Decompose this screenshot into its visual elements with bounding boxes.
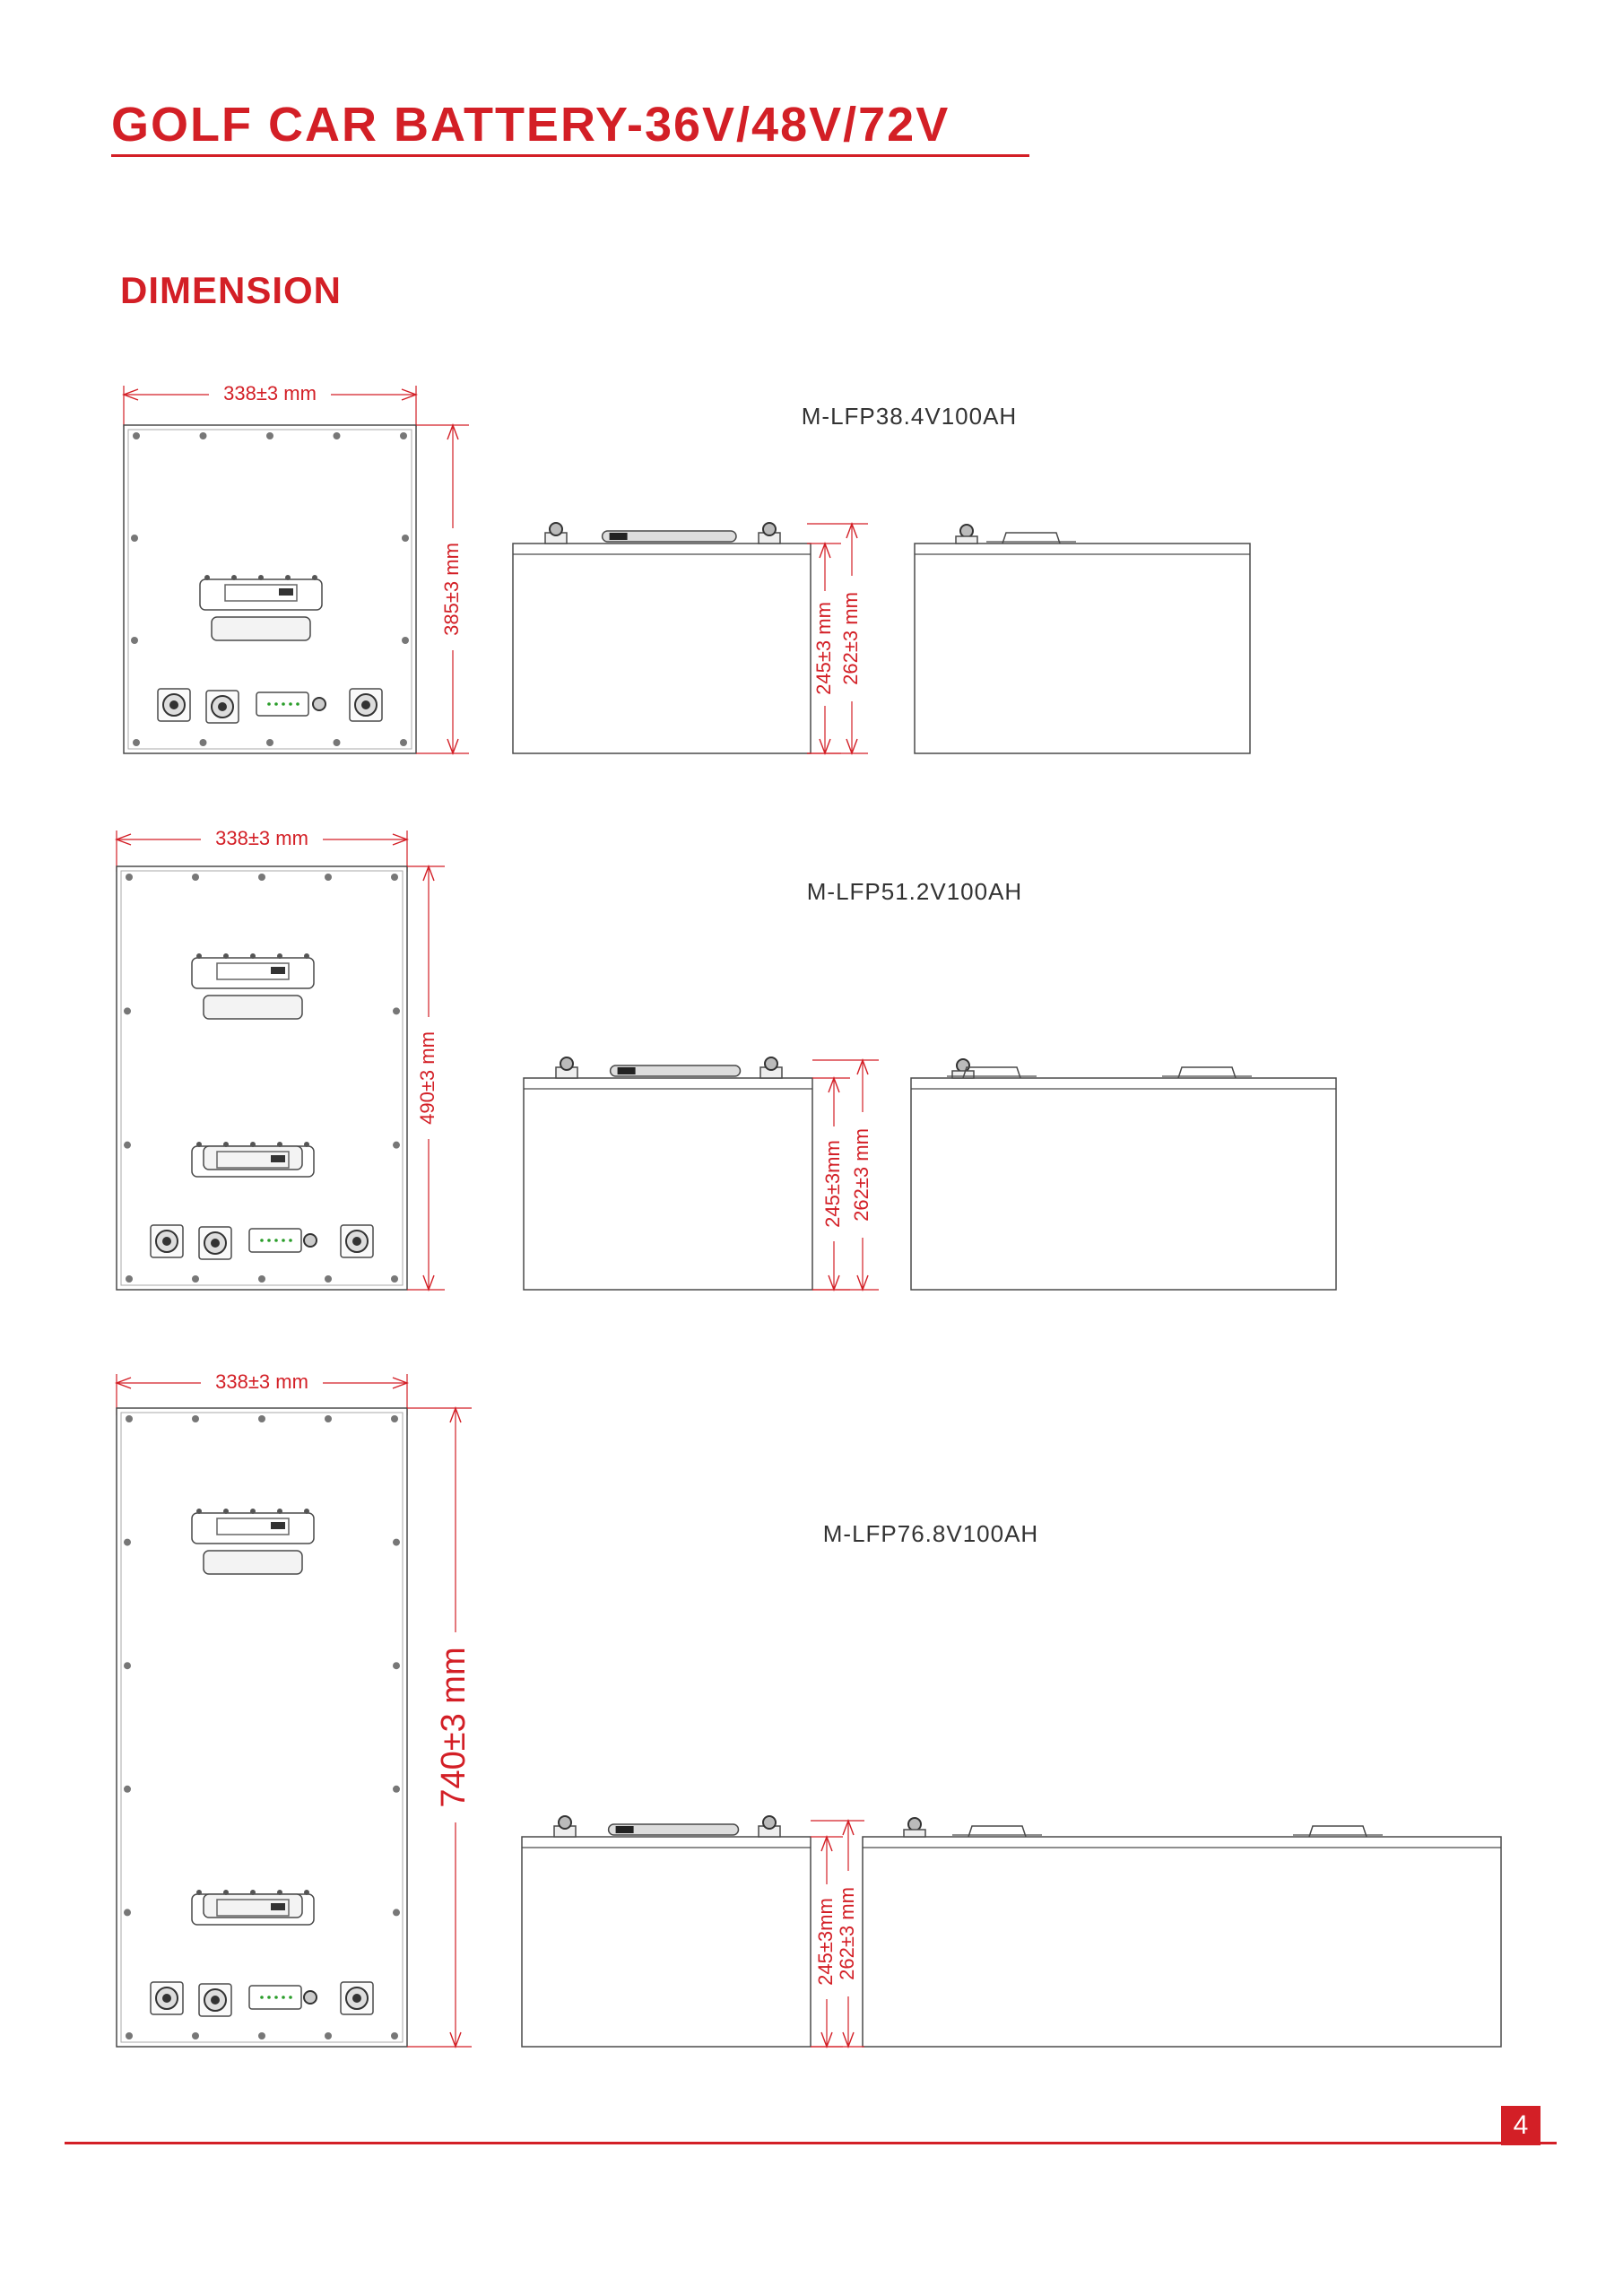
width-dimension-1 <box>124 382 416 427</box>
inner-height-dimension-2 <box>812 1078 850 1290</box>
width-dimension-label: 338±3 mm <box>215 1370 308 1393</box>
section-title: DIMENSION <box>120 269 343 311</box>
front-view-2 <box>117 866 407 1290</box>
end-view-2 <box>911 1059 1336 1290</box>
width-dimension-2 <box>117 827 407 872</box>
end-view-1 <box>915 525 1250 753</box>
height-dimension-label: 262±3 mm <box>835 1887 858 1980</box>
height-dimension-3 <box>407 1408 473 2047</box>
height-dimension-label: 490±3 mm <box>415 1031 438 1125</box>
model-name: M-LFP51.2V100AH <box>806 877 1023 905</box>
height-dimension-label: 385±3 mm <box>439 543 463 636</box>
end-view-3 <box>863 1818 1501 2047</box>
front-view-3 <box>117 1408 407 2047</box>
side-view-2 <box>524 1057 812 1290</box>
height-dimension-label: 740±3 mm <box>435 1647 473 1808</box>
height-dimension-label: 262±3 mm <box>838 592 862 685</box>
side-view-3 <box>522 1816 811 2047</box>
width-dimension-label: 338±3 mm <box>223 381 317 404</box>
side-view-1 <box>513 523 811 753</box>
footer-rule <box>65 2142 1557 2144</box>
height-dimension-2 <box>407 866 445 1290</box>
height-dimension-label: 245±3mm <box>820 1140 844 1228</box>
height-dimension-label: 262±3 mm <box>849 1128 872 1222</box>
inner-height-dimension-1 <box>807 544 841 753</box>
page-title: GOLF CAR BATTERY-36V/48V/72V <box>111 98 950 152</box>
front-view-1 <box>124 425 416 753</box>
model-name: M-LFP76.8V100AH <box>822 1519 1039 1547</box>
model-name: M-LFP38.4V100AH <box>801 402 1018 430</box>
height-dimension-label: 245±3 mm <box>812 602 835 695</box>
height-dimension-label: 245±3mm <box>813 1898 837 1986</box>
page-number: 4 <box>1501 2106 1541 2145</box>
height-dimension-1 <box>416 425 469 753</box>
width-dimension-label: 338±3 mm <box>215 826 308 849</box>
